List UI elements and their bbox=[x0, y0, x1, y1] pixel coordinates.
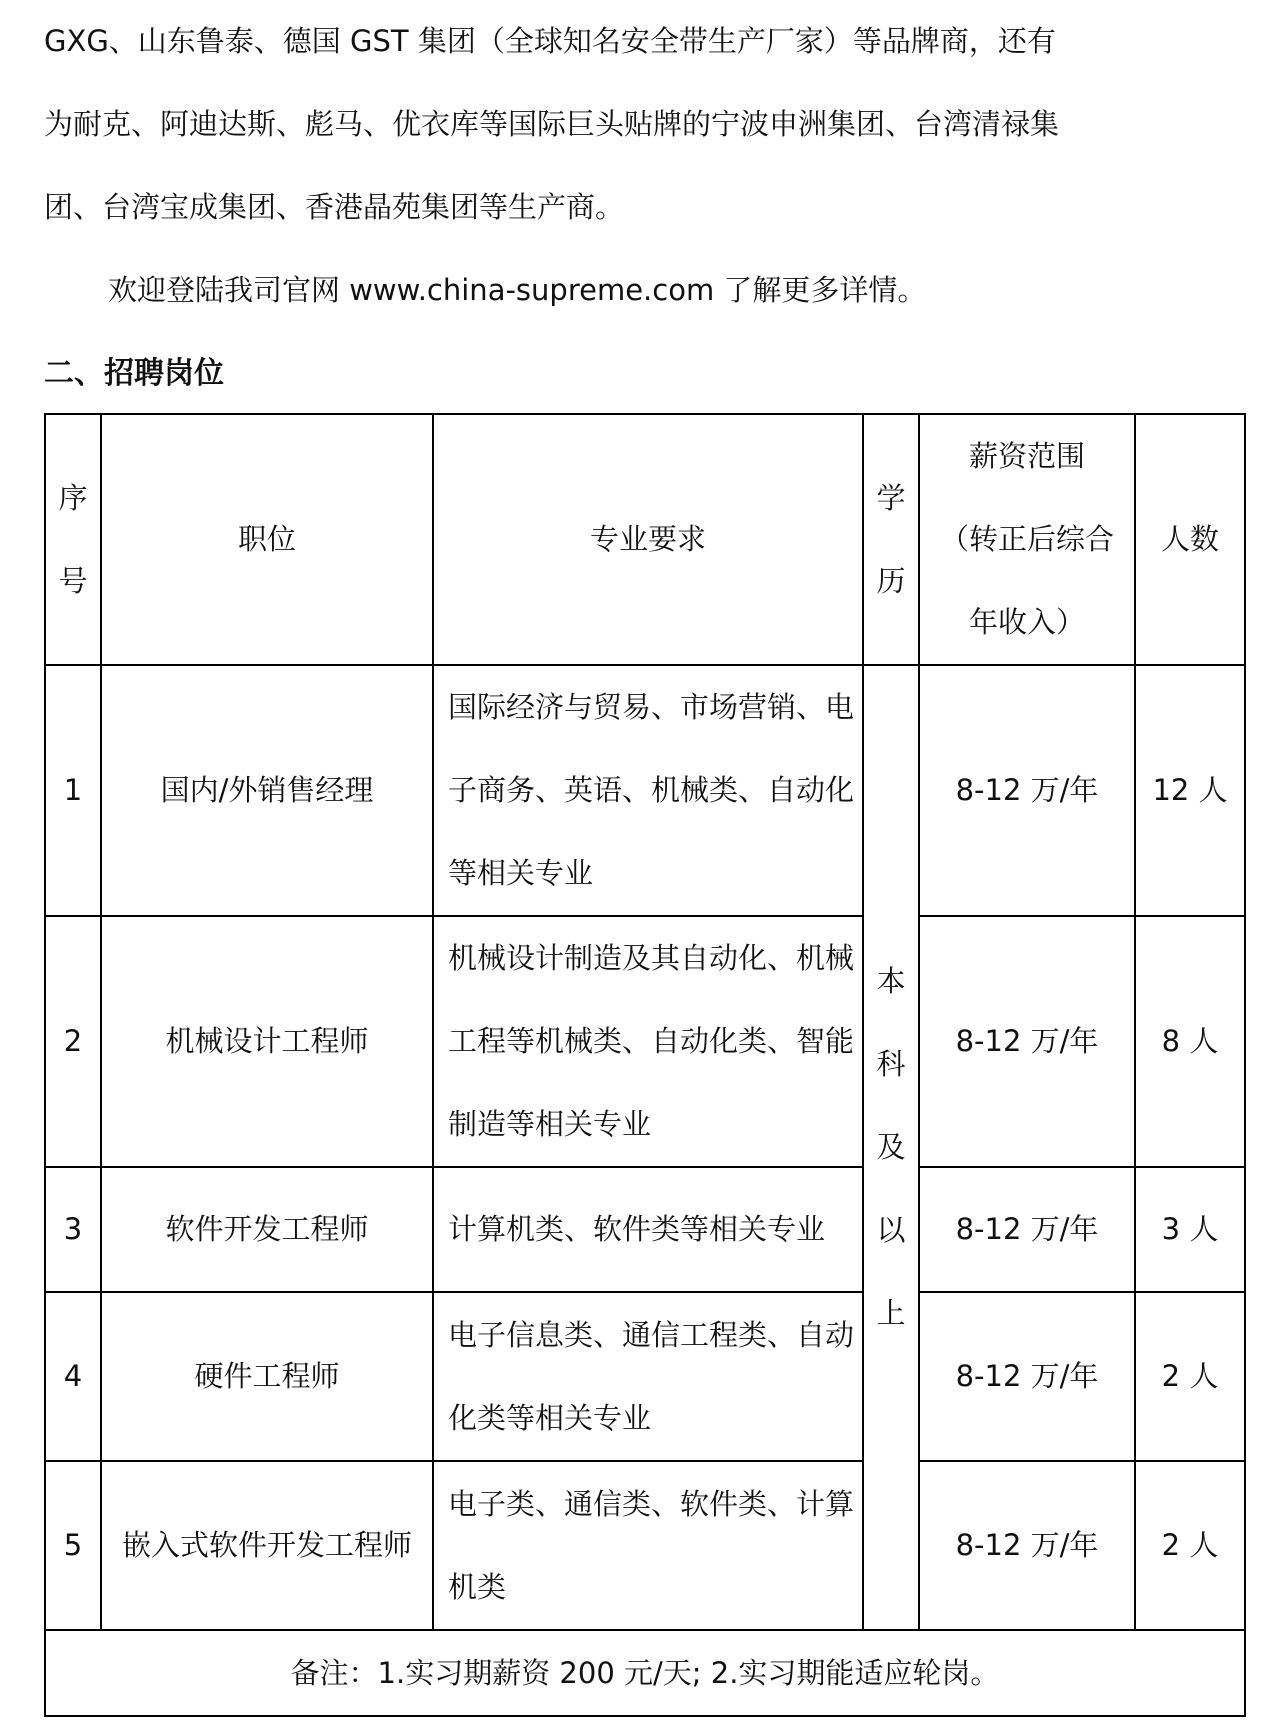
row-position: 软件开发工程师 bbox=[101, 1167, 433, 1292]
header-requirement: 专业要求 bbox=[433, 414, 863, 665]
row-headcount: 2 人 bbox=[1135, 1292, 1245, 1461]
table-row bbox=[45, 665, 1245, 916]
welcome-line: 欢迎登陆我司官网 www.china-supreme.com 了解更多详情。 bbox=[108, 273, 927, 307]
intro-paragraph bbox=[44, 0, 1244, 249]
intro-line-2: 为耐克、阿迪达斯、彪马、优衣库等国际巨头贴牌的宁波申洲集团、台湾清禄集 bbox=[44, 107, 1060, 141]
row-salary: 8-12 万/年 bbox=[919, 665, 1135, 916]
row-salary: 8-12 万/年 bbox=[919, 1292, 1135, 1461]
header-index: 序 号 bbox=[45, 414, 101, 665]
row-requirement: 国际经济与贸易、市场营销、电 子商务、英语、机械类、自动化 等相关专业 bbox=[433, 665, 863, 916]
section-title: 二、招聘岗位 bbox=[44, 356, 224, 391]
row-position: 国内/外销售经理 bbox=[101, 665, 433, 916]
row-requirement: 电子类、通信类、软件类、计算 机类 bbox=[433, 1461, 863, 1630]
row-position: 嵌入式软件开发工程师 bbox=[101, 1461, 433, 1630]
row-index: 3 bbox=[45, 1167, 101, 1292]
row-index: 5 bbox=[45, 1461, 101, 1630]
row-requirement: 计算机类、软件类等相关专业 bbox=[433, 1167, 863, 1292]
row-index: 2 bbox=[45, 916, 101, 1167]
row-requirement: 机械设计制造及其自动化、机械 工程等机械类、自动化类、智能 制造等相关专业 bbox=[433, 916, 863, 1167]
table-row bbox=[45, 1292, 1245, 1461]
header-headcount: 人数 bbox=[1135, 414, 1245, 665]
table-row bbox=[45, 916, 1245, 1167]
intro-line-3: 团、台湾宝成集团、香港晶苑集团等生产商。 bbox=[44, 190, 625, 224]
row-salary: 8-12 万/年 bbox=[919, 1461, 1135, 1630]
row-index: 1 bbox=[45, 665, 101, 916]
document-body bbox=[44, 0, 1244, 415]
table-row bbox=[45, 1167, 1245, 1292]
table-note-row bbox=[45, 1630, 1245, 1716]
header-salary: 薪资范围 （转正后综合 年收入） bbox=[919, 414, 1135, 665]
row-headcount: 3 人 bbox=[1135, 1167, 1245, 1292]
recruitment-table bbox=[44, 413, 1246, 1717]
row-headcount: 2 人 bbox=[1135, 1461, 1245, 1630]
welcome-paragraph bbox=[44, 249, 1244, 332]
header-position: 职位 bbox=[101, 414, 433, 665]
row-headcount: 12 人 bbox=[1135, 665, 1245, 916]
table-header-row bbox=[45, 414, 1245, 665]
row-salary: 8-12 万/年 bbox=[919, 916, 1135, 1167]
row-position: 硬件工程师 bbox=[101, 1292, 433, 1461]
table-note: 备注：1.实习期薪资 200 元/天; 2.实习期能适应轮岗。 bbox=[45, 1630, 1245, 1716]
row-position: 机械设计工程师 bbox=[101, 916, 433, 1167]
row-salary: 8-12 万/年 bbox=[919, 1167, 1135, 1292]
education-value: 本 科 及 以 上 bbox=[863, 665, 919, 1630]
table-row bbox=[45, 1461, 1245, 1630]
row-requirement: 电子信息类、通信工程类、自动 化类等相关专业 bbox=[433, 1292, 863, 1461]
row-headcount: 8 人 bbox=[1135, 916, 1245, 1167]
intro-line-1: GXG、山东鲁泰、德国 GST 集团（全球知名安全带生产厂家）等品牌商，还有 bbox=[44, 24, 1056, 58]
header-education: 学 历 bbox=[863, 414, 919, 665]
row-index: 4 bbox=[45, 1292, 101, 1461]
